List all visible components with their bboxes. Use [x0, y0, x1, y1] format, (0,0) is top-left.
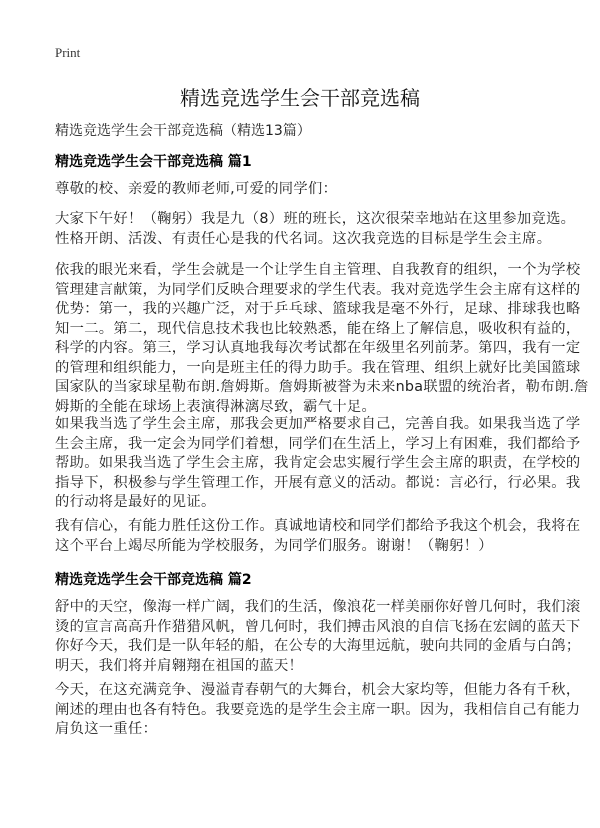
- text-line: 你好今天，我们是一队年轻的船，在公专的大海里远航，驶向共同的金盾与白鸽；: [55, 638, 581, 654]
- paragraph: [55, 681, 581, 740]
- text-line: 如果我当选了学生会主席，那我会更加严格要求自己，完善自我。如果我当选了学: [55, 416, 581, 432]
- text-line: 管理建言献策，为同学们反映合理要求的学生代表。我对竞选学生会主席有这样的: [55, 281, 581, 298]
- text-line: 烫的宣言高高升作猎猎风帆，曾几何时，我们搏击风浪的自信飞扬在宏阔的蓝天下: [55, 618, 581, 635]
- text-line: 我有信心，有能力胜任这份工作。真诚地请校和同学们都给予我这个机会，我将在: [55, 518, 581, 534]
- paragraph: [55, 210, 576, 249]
- text-line: 今天，在这充满竞争、漫溢青春朝气的大舞台，机会大家均等，但能力各有千秋，: [55, 682, 581, 698]
- text-line: 依我的眼光来看，学生会就是一个让学生自主管理、自我教育的组织，一个为学校: [55, 262, 581, 278]
- text-line: 优势：第一，我的兴趣广泛，对于乒乓球、篮球我是毫不外行，足球、排球我也略: [55, 301, 581, 317]
- text-line: 的管理和组织能力，一向是班主任的得力助手。我在管理、组织上就好比美国篮球: [55, 359, 581, 376]
- text-line: 大家下午好！（鞠躬）我是九（8）班的班长，这次很荣幸地站在这里参加竞选。: [55, 211, 576, 227]
- text-line: 性格开朗、活泼、有责任心是我的代名词。这次我竞选的目标是学生会主席。: [55, 230, 552, 247]
- text-line: 指导下，积极参与学生管理工作，开展有意义的活动。都说：言必行，行必果。我: [55, 474, 581, 491]
- text-line: 帮助。如果我当选了学生会主席，我肯定会忠实履行学生会主席的职责，在学校的: [55, 455, 581, 471]
- text-line: 明天，我们将并肩翱翔在祖国的蓝天！: [55, 657, 304, 674]
- section-heading-1: 精选竞选学生会干部竞选稿 篇1: [55, 154, 252, 170]
- document-subtitle: 精选竞选学生会干部竞选稿（精选13篇）: [55, 123, 311, 139]
- text-line: 生会主席，我一定会为同学们着想，同学们在生活上，学习上有困难，我们都给予: [55, 435, 581, 452]
- paragraph: [55, 415, 581, 513]
- paragraph: [55, 517, 581, 556]
- text-line: 国家队的当家球星勒布朗.詹姆斯。詹姆斯被誉为未来nba联盟的统治者，勒布朗.詹: [55, 379, 589, 395]
- paragraph: [55, 261, 589, 417]
- page-title: 精选竞选学生会干部竞选稿: [180, 86, 420, 110]
- text-line: 舒中的天空，像海一样广阔，我们的生活，像浪花一样美丽你好曾几何时，我们滚: [55, 599, 581, 615]
- text-line: 阐述的理由也各有特色。我要竞选的是学生会主席一职。因为，我相信自己有能力: [55, 701, 581, 718]
- print-link[interactable]: Print: [55, 45, 81, 60]
- text-line: 尊敬的校、亲爱的教师老师,可爱的同学们：: [55, 181, 338, 197]
- paragraph: [55, 598, 581, 676]
- paragraph: [55, 180, 555, 200]
- text-line: 肩负这一重任：: [55, 721, 158, 737]
- text-line: 这个平台上竭尽所能为学校服务，为同学们服务。谢谢！（鞠躬！）: [55, 537, 493, 554]
- text-line: 的行动将是最好的见证。: [55, 494, 216, 510]
- section-heading-2: 精选竞选学生会干部竞选稿 篇2: [55, 572, 252, 588]
- text-line: 姆斯的全能在球场上表演得淋漓尽致，霸气十足。: [55, 398, 377, 415]
- text-line: 科学的内容。第三，学习认真地我每次考试都在年级里名列前茅。第四，我有一定: [55, 340, 581, 356]
- text-line: 知一二。第二，现代信息技术我也比较熟悉，能在络上了解信息，吸收积有益的，: [55, 320, 581, 337]
